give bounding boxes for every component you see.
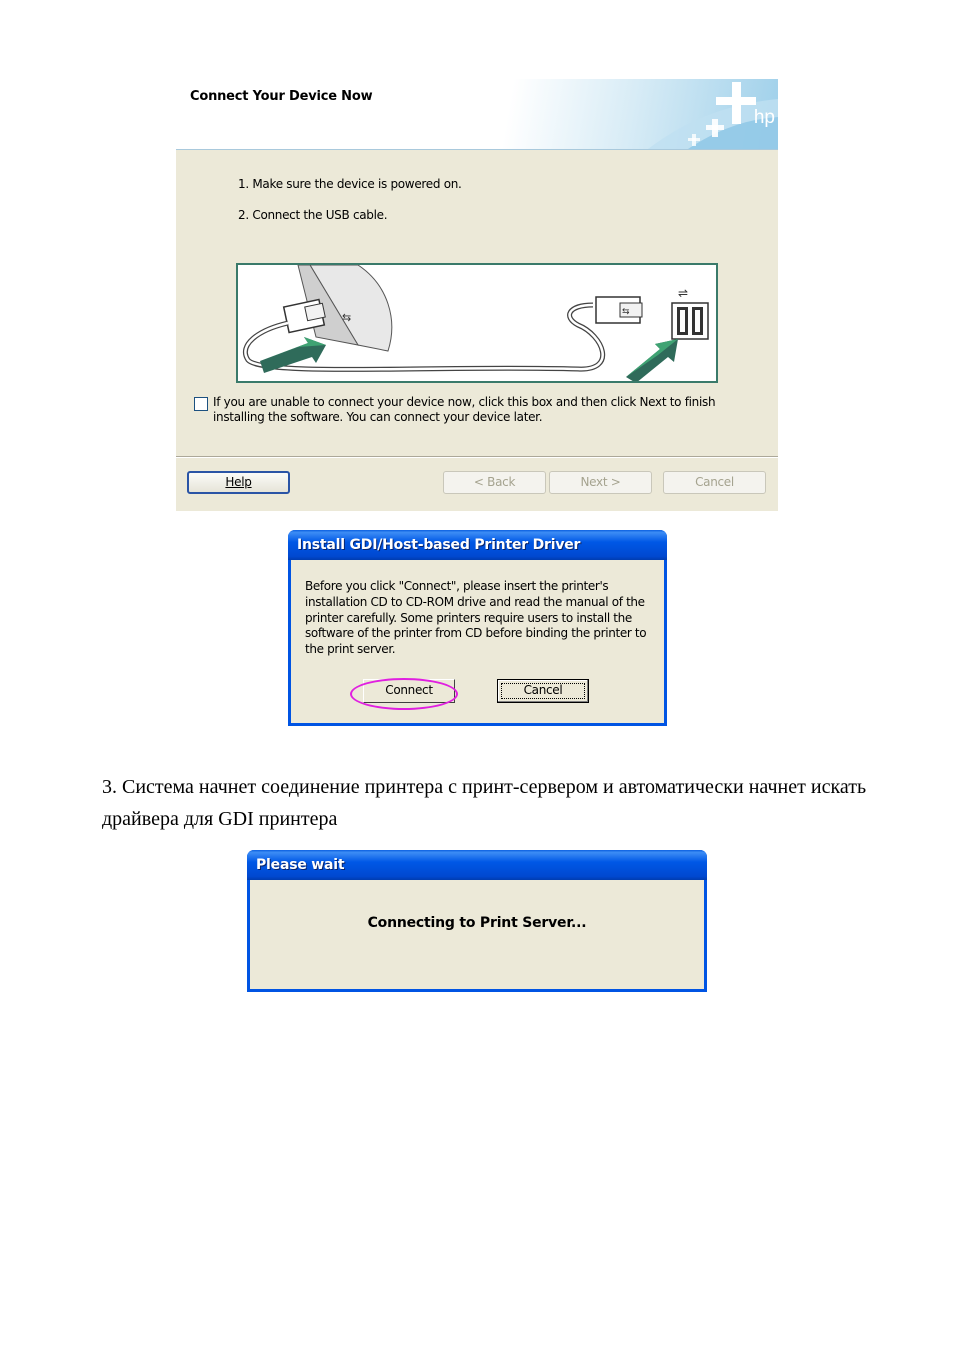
usb-cable-icon	[238, 265, 716, 381]
wizard-separator	[176, 456, 778, 458]
help-button[interactable]	[187, 471, 290, 494]
usb-connection-illustration	[236, 263, 718, 383]
instruction-text: 3. Система начнет соединение принтера с принт-сервером и автоматически начнет искать драйвера для GDI принтера	[102, 776, 867, 830]
help-button-label: Help	[225, 475, 252, 489]
install-dialog-title: Install GDI/Host-based Printer Driver	[288, 530, 667, 560]
step-connect-usb: 2. Connect the USB cable.	[238, 208, 388, 222]
please-wait-dialog	[247, 850, 707, 992]
install-dialog-message: Before you click "Connect", please insert the printer's installation CD to CD-ROM drive and read the manual of the printer carefully. Some printers require users to install the software of the printer from CD before binding the printer to the print server.	[305, 579, 647, 657]
connect-later-label: If you are unable to connect your device now, click this box and then click Next to finish installing the software. You can connect your device later.	[213, 395, 716, 424]
svg-text:⇆: ⇆	[622, 307, 630, 317]
wait-dialog-title: Please wait	[247, 850, 707, 880]
svg-text:⇆: ⇆	[342, 311, 352, 324]
wizard-header	[176, 79, 778, 150]
focus-rectangle	[501, 683, 585, 699]
hp-brand-text: hp	[753, 107, 775, 128]
connect-button[interactable]: Connect	[363, 679, 455, 703]
connect-highlight-circle	[350, 678, 458, 710]
wizard-cancel-button[interactable]: Cancel	[663, 471, 766, 494]
step-power-on: 1. Make sure the device is powered on.	[238, 177, 462, 191]
next-button[interactable]: Next >	[549, 471, 652, 494]
install-cancel-label: Cancel	[523, 683, 563, 697]
connecting-message: Connecting to Print Server...	[367, 915, 587, 931]
install-cancel-button[interactable]	[497, 679, 589, 703]
svg-text:⇌: ⇌	[678, 286, 689, 300]
connect-later-checkbox[interactable]	[194, 397, 208, 411]
back-button[interactable]: < Back	[443, 471, 546, 494]
wizard-title: Connect Your Device Now	[190, 89, 373, 104]
install-driver-dialog	[288, 530, 667, 726]
connect-device-wizard	[176, 79, 778, 511]
